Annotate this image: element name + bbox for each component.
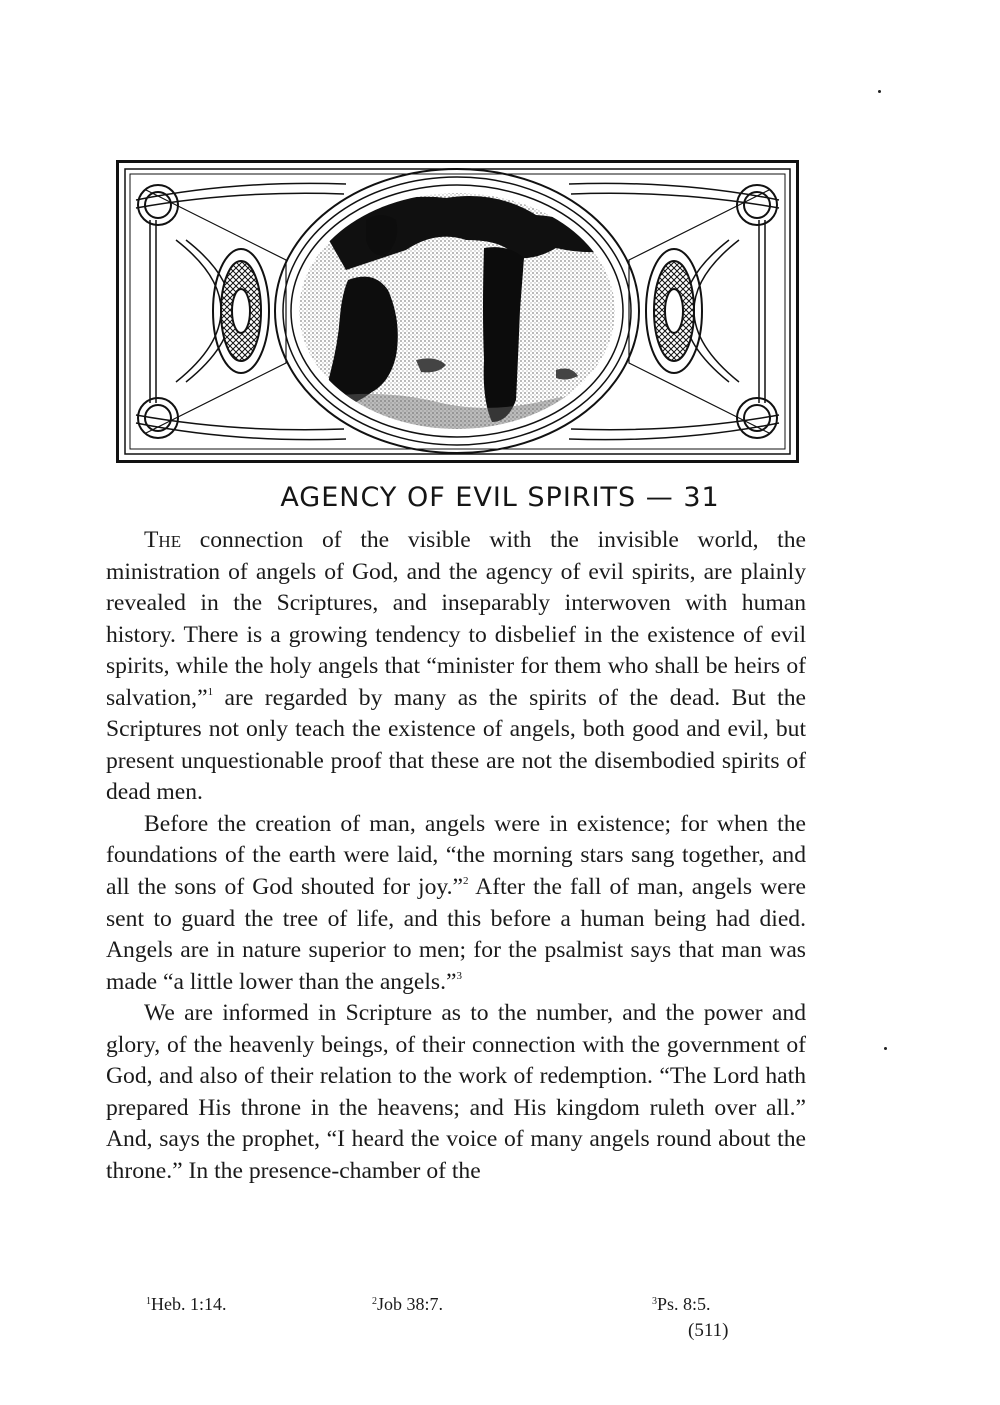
footnotes [0, 1294, 1000, 1318]
footnote-mark: 3 [652, 1296, 657, 1307]
footnote [372, 1294, 443, 1315]
scan-speck [884, 1047, 887, 1050]
paragraph-text: Before the creation of man, angels were in existence; for when the foundations of the earth were laid, “the morning stars sang together, and all the sons of God shouted for joy.” [106, 810, 806, 901]
footnote-marker: 1 [207, 685, 214, 698]
footnote [652, 1294, 711, 1315]
left-rosette [213, 249, 269, 373]
footnote-mark: 1 [146, 1296, 151, 1307]
footnote-marker: 2 [463, 875, 469, 888]
footnote-ref: Job 38:7. [377, 1294, 444, 1314]
right-rosette [646, 249, 702, 373]
scan-speck [878, 90, 881, 93]
paragraph [106, 525, 806, 809]
page-number: (511) [688, 1320, 729, 1341]
paragraph [106, 998, 806, 1187]
chapter-body [106, 525, 806, 1187]
footnote-mark: 2 [372, 1296, 377, 1307]
paragraph-text: We are informed in Scripture as to the number, and the power and glory, of the heavenly beings, of their connection with the government of God, and also of their relation to the work of redemption. “The Lord hath prepared His throne in the heavens; and His kingdom ruleth over all.” And, says the prophet, “I heard the voice of many angels round about the throne.” In the presence-chamber of the [106, 1000, 806, 1184]
paragraph-text: connection of the visible with the invisible world, the ministration of angels of God, and the agency of evil spirits, are plainly revealed in the Scriptures, and inseparably interwoven with human history. There is a growing tendency to disbelief in the existence of evil spirits, while the holy angels that “minister for them who shall be heirs of salvation,” [106, 527, 806, 711]
chapter-headpiece [116, 160, 799, 463]
lead-word: The [144, 527, 182, 553]
paragraph [106, 809, 806, 998]
footnote [146, 1294, 227, 1315]
paragraph-text: After the fall of man, angels were sent to guard the tree of life, and this before a human being had died. Angels are in nature superior to men; for the psalmist says that man was made “a little lower than the angels.” [106, 874, 806, 995]
footnote-ref: Ps. 8:5. [657, 1294, 711, 1314]
footnote-marker: 3 [456, 969, 462, 982]
paragraph-text: are regarded by many as the spirits of the dead. But the Scriptures not only teach the existence of angels, both good and evil, but present unquestionable proof that these are not the disembodied spirits of dead men. [106, 684, 806, 806]
chapter-title: AGENCY OF EVIL SPIRITS — 31 [280, 482, 720, 513]
footnote-ref: Heb. 1:14. [151, 1294, 227, 1314]
